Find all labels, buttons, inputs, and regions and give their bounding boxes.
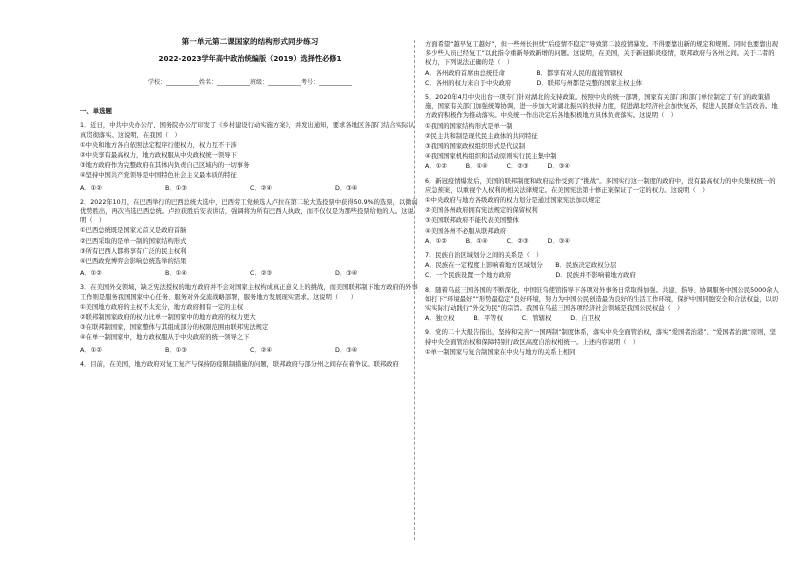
question-stem: 1．近日，中共中央办公厅、国务院办公厅印发了《乡村建设行动实施方案》，并发出通知，要求各地区各部门结合实际认真贯彻落实。这说明，在我国（ ） <box>80 122 415 139</box>
statement-item: ④坚持中国共产党领导是中国特色社会主义最本质的特征 <box>80 172 237 180</box>
statement-item: ③美国联邦政府不能代表美国整体 <box>425 217 519 225</box>
choice-line: A．①② B．①④ C．②③ D．③④ <box>425 237 570 245</box>
column-divider <box>414 40 415 540</box>
answer-choices <box>80 184 420 193</box>
question-3 <box>80 283 420 354</box>
question-stem: 2．2022年10月，在巴西举行的巴西总统大选中，巴西劳工党候选人卢拉在第二轮大选投票中获得50.9%的选票，以微弱优势胜出，再次当选巴西总统。卢拉获胜后安表讲话，强调将为所有巴西人执政，而不仅仅是为那些投票给他的人。这说明（ ） <box>80 198 418 225</box>
statement-item: ②美国各州政府拥有宪法规定的保留权利 <box>425 207 538 215</box>
choice-b: B．①③ <box>165 346 187 354</box>
choice-line: A．①② B．①④ C．②③ D．③④ <box>425 163 570 171</box>
choice-c: C．②④ <box>250 346 272 354</box>
question-2 <box>80 198 420 279</box>
statement-item: ④我国国家机构组织和活动原则实行民主集中制 <box>425 153 557 161</box>
choice-d: D．③④ <box>335 270 358 278</box>
statement-item: ②中央享有最高权力，地方政权服从中央政权统一领导下 <box>80 152 237 160</box>
choice-a: A．①② <box>80 346 102 354</box>
choice-line: A．民族在一定程度上影响着地方区域划分 B．民族决定政权分层 <box>425 262 617 270</box>
choice-line: A．各州政府首席由总统任命 B．都享有对人民的直接管辖权 <box>425 69 623 77</box>
statement-item: ①单一制国家与复合制国家在中央与地方的关系上相同 <box>425 348 576 356</box>
answer-choices <box>80 346 420 355</box>
question-stem: 4．目前，在美国，地方政府对复工复产与保持防疫限制措施的问题，联邦政府与部分州之间存在着争议。联邦政府 <box>80 360 399 368</box>
statement-item: ③我国的国家政权组织形式是代议制 <box>425 143 526 151</box>
student-info-line: 学校：___________姓名：___________班级：___________考号：___________ <box>147 79 352 86</box>
choice-c: C．②③ <box>250 270 272 278</box>
statement-item: ③所有巴西人都将享有广泛的民主权利 <box>80 247 187 255</box>
choice-c: C．②④ <box>250 184 272 192</box>
statement-item: ②民主共和制是现代民主政体的共同特征 <box>425 132 538 140</box>
choice-b: B．①③ <box>165 184 187 192</box>
choice-line: C．各州的权力来自于中央政府 D．联邦与州都是完整的国家主权主体 <box>425 79 643 87</box>
statement-item: ④美国各州不必服从联邦政府 <box>425 227 507 235</box>
question-stem: 6．新冠疫情爆发后，美国的联邦制度和政府运作受到了“挑战”。多国实行这一制度的政府中，没有最高权力的中央集权统一的应急预案，以重视个人权利的相关法律规定。在美国宪法第十修正案保证了一定的权力。这说明（ ） <box>425 177 776 194</box>
text-line: 方面希望“越早复工越好”，但一些州长担忧“后疫情不稳定”导致第二波疫情暴发。不得要靠出新的规定和规则。同时也要靠出现多少些人员已经复工”以此指令重新导致新增的问题。这说明，在美国，关于新冠肺炎疫情，联邦政府与各州之间。关于二者的权力，下列说法正确的是（ ） <box>425 41 779 67</box>
page-subtitle: 2022-2023学年高中政治统编版（2019）选择性必修1 <box>158 54 342 63</box>
statement-item: ①中央和地方各自依照法定程序行使权力，权力互不干涉 <box>80 141 237 149</box>
question-1 <box>80 121 420 192</box>
statement-item: ③在联邦制国家，国家整体与其组成部分的权限范围由联邦宪法规定 <box>80 324 269 332</box>
choice-d: D．③④ <box>335 184 358 192</box>
question-stem: 7．民族自治区域划分之间的关系是（ ） <box>425 252 543 260</box>
choice-line: C．一个民族设置一个地方政府 D．民族并不影响着地方政府 <box>425 272 636 280</box>
question-stem: 9．党的二十大报告指出，坚持和完善“一国两制”制度体系，落实中央全面管治权，落实“爱国者治港”、“爱国者治澳”原则，坚持中央全面管治权和保障特别行政区高度自治权相统一。上述内容说明（ ） <box>425 329 777 346</box>
page-title: 第一单元第二课国家的结构形式同步练习 <box>181 37 319 46</box>
left-column <box>80 36 420 369</box>
statement-item: ①巴西总统既是国家元首又是政府首脑 <box>80 227 187 235</box>
choice-a: A．①② <box>80 270 102 278</box>
statement-item: ③地方政府作为完整政府在其体内负责自己区域内的一切事务 <box>80 162 250 170</box>
statement-item: ②巴西采取的是单一制的国家结构形式 <box>80 237 187 245</box>
question-stem: 8．随着乌兹三国各国的不断深化，中国驻乌使馆指导下各项对外事务日常取得加强。共建、指导、协调服务中国公民5000余人如打下“环境最好”“形势最稳定”良好环境，努力为中国公民创造最为良好的生活工作环境，保护中国同胞安全和合法权益，以切实实际行动践行“外交为民”的宗旨。我国在乌兹三国各项经济社会领域是我国公民权益（ ） <box>425 286 779 313</box>
choice-b: B．①④ <box>165 270 187 278</box>
statement-item: ①我国的国家结构形式是单一制 <box>425 122 513 130</box>
question-stem: 3．在美国外交领域，缺乏宪法授权的地方政府并不会对国家主权构成真正意义上的挑战，而美国联邦制下地方政府的外事工作则是服务我国国家中心任务、服务对外交流战略部署，服务地方发展现实需求。这说明（ ） <box>80 284 418 301</box>
section-heading: 一、单选题 <box>80 107 112 116</box>
choice-a: A．①② <box>80 184 102 192</box>
choice-d: D．③④ <box>335 346 358 354</box>
statement-item: ④巴西政党博弈会影响总统选举的结果 <box>80 258 187 266</box>
right-column <box>425 40 780 357</box>
question-stem: 5．2020年4月中央出台一项专门针对湖北的支持政策。按照中央的统一部署，国家有关部门和部门单位制定了专门的政策措施，国家有关部门加强统筹协调，进一步加大对湖北振兴的扶持力度，促进湖北经济社会加快复苏，促进人民群众生活改善。地方政府积极作为推动落实。中央统一作出决定后各地积极地方具体负责落实。这说明（ ） <box>425 94 778 120</box>
statement-item: ①中央政府与地方各级政府的权力划分是通过国家宪法加以规定 <box>425 197 601 205</box>
statement-item: ②联邦制国家政府的权力比单一制国家中的地方政府的权力更大 <box>80 314 256 322</box>
choice-line: A．独立权 B．平等权 C．管辖权 D．自卫权 <box>425 315 601 323</box>
question-4 <box>80 360 420 369</box>
answer-choices <box>80 269 420 278</box>
statement-item: ①美国地方政府的主权不太充分，地方政府拥有一定的主权 <box>80 303 244 311</box>
statement-item: ④在单一制国家中，地方政权服从于中央政府的统一领导之下 <box>80 334 250 342</box>
